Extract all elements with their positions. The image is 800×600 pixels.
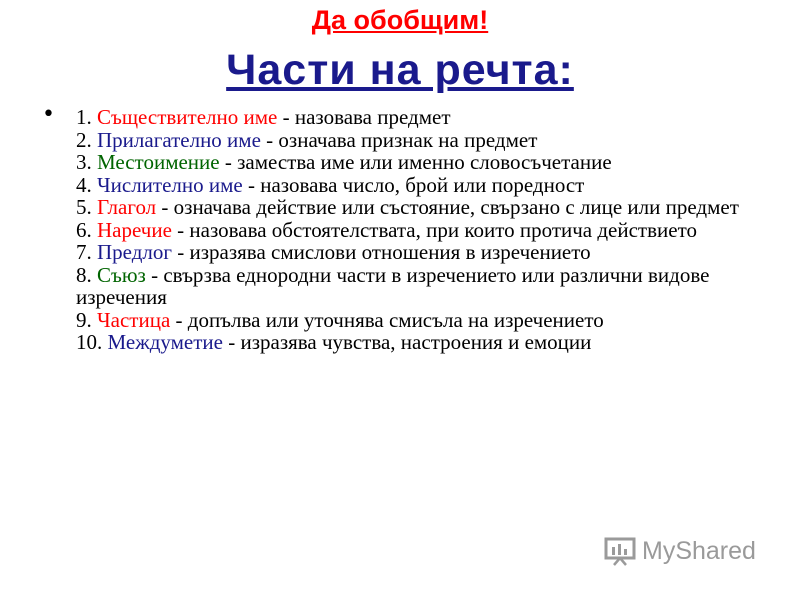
list-item: 4. Числително име - назовава число, брой или поредност (76, 172, 585, 197)
watermark-text: MyShared (642, 536, 756, 565)
parts-of-speech-list (76, 106, 776, 354)
term-description: - допълва или уточнява смисъла на изречението (170, 307, 604, 332)
list-item: 2. Прилагателно име - означава признак на предмет (76, 127, 538, 152)
list-item: 7. Предлог - изразява смислови отношения в изречението (76, 240, 591, 264)
list-item: 10. Междуметие - изразява чувства, настроения и емоции (76, 330, 592, 354)
term-description: - замества име или именно словосъчетание (219, 150, 612, 174)
term-label: Междуметие (107, 330, 223, 354)
page-title: Части на речта: (226, 46, 574, 94)
bullet-icon: • (42, 102, 55, 127)
subtitle-heading: Да обобщим! (311, 5, 489, 35)
term-label: Съществително име (97, 105, 278, 129)
list-item: 6. Наречие - назовава обстоятелствата, при които протича действието (76, 217, 697, 242)
term-description: - изразява смислови отношения в изречението (172, 240, 591, 264)
term-description: - свързва еднородни части в изречението или различни видове изречения (76, 262, 710, 309)
term-label: Наречие (97, 217, 172, 242)
term-label: Глагол (97, 195, 157, 219)
term-label: Частица (97, 307, 171, 332)
list-item: 9. Частица - допълва или уточнява смисъла на изречението (76, 307, 604, 332)
list-item: 5. Глагол - означава действие или състояние, свързано с лице или предмет (76, 195, 739, 219)
term-description: - назовава число, брой или поредност (242, 172, 585, 197)
term-description: - назовава предмет (277, 105, 451, 129)
list-item: 3. Местоимение - замества име или именно словосъчетание (76, 150, 612, 174)
term-label: Числително име (97, 172, 243, 197)
presentation-board-icon (604, 536, 638, 566)
term-description: - назовава обстоятелствата, при които протича действието (171, 217, 697, 242)
term-label: Прилагателно име (97, 127, 261, 152)
term-description: - означава действие или състояние, свързано с лице или предмет (156, 195, 739, 219)
term-label: Предлог (97, 240, 172, 264)
term-description: - изразява чувства, настроения и емоции (222, 330, 592, 354)
term-label: Местоимение (97, 150, 220, 174)
list-item: 1. Съществително име - назовава предмет (76, 105, 451, 129)
list-item: 8. Съюз - свързва еднородни части в изречението или различни видове изречения (76, 262, 710, 309)
term-description: - означава признак на предмет (260, 127, 538, 152)
term-label: Съюз (97, 262, 146, 287)
watermark-logo (604, 536, 756, 566)
